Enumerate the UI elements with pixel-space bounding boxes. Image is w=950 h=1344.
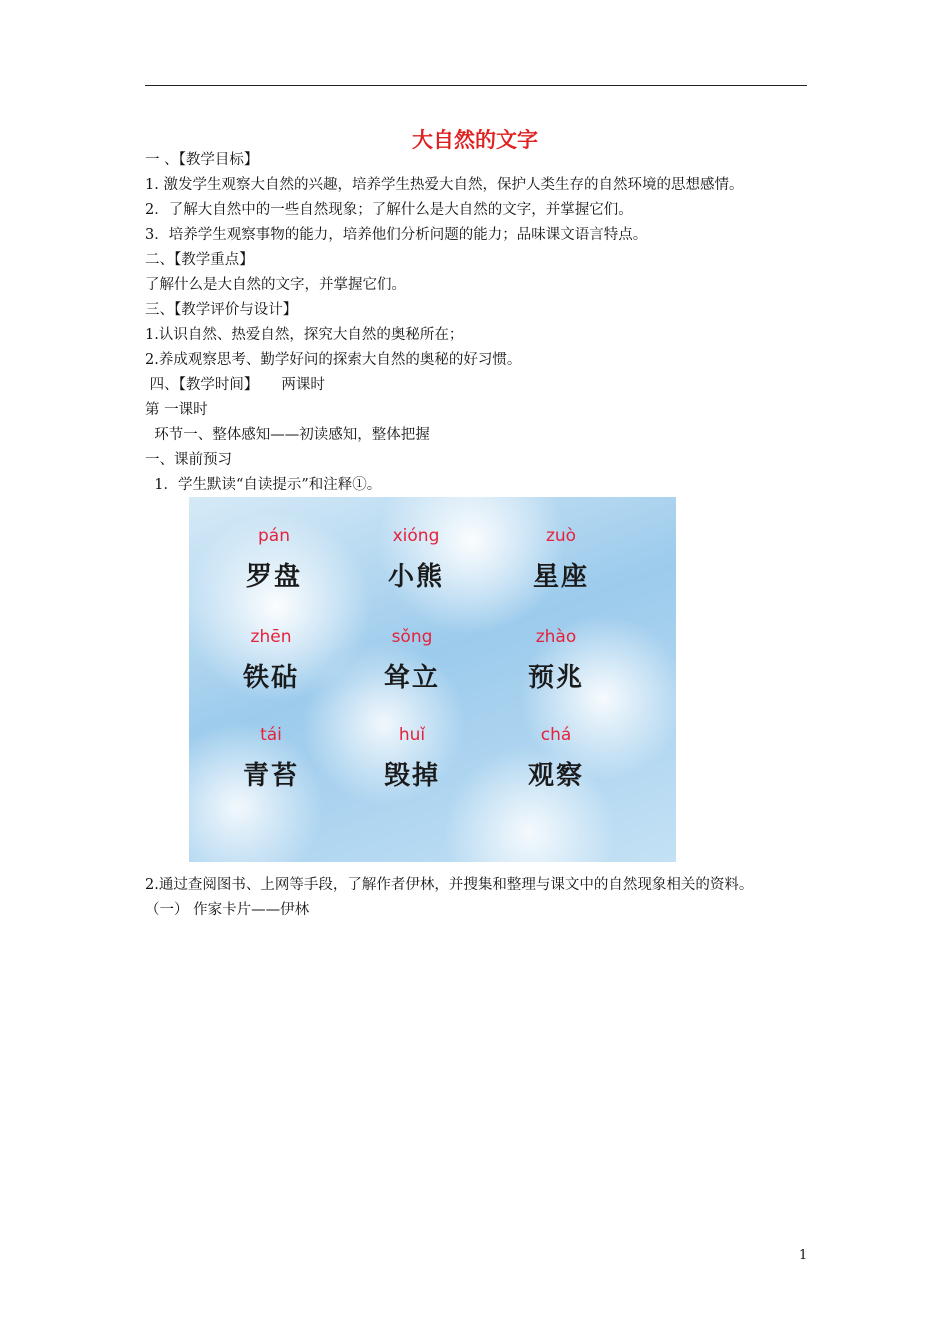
- vocab-word: 青苔: [242, 761, 299, 791]
- vocab-word: 星座: [532, 562, 589, 592]
- section-heading-focus: 二、【教学重点】: [145, 252, 254, 268]
- vocab-pinyin: tái: [260, 725, 282, 745]
- vocab-pinyin: zhào: [535, 627, 577, 647]
- vocab-word: 预兆: [527, 663, 584, 693]
- vocab-item: [342, 723, 482, 792]
- vocab-item: [346, 524, 486, 593]
- preview-heading: 一、课前预习: [145, 452, 232, 468]
- vocab-item: [204, 524, 344, 593]
- goal-item-2: 2．了解大自然中的一些自然现象；了解什么是大自然的文字，并掌握它们。: [145, 202, 633, 218]
- section-heading-time: 四、【教学时间】 两课时: [145, 377, 325, 393]
- vocab-item: [201, 723, 341, 792]
- vocab-item: [486, 625, 626, 694]
- goal-item-1: 1. 激发学生观察大自然的兴趣，培养学生热爱大自然，保护人类生存的自然环境的思想感情。: [145, 177, 744, 193]
- preview-item-1: 1．学生默读“自读提示”和注释①。: [145, 477, 382, 493]
- vocab-item: [342, 625, 482, 694]
- step-heading: 环节一、整体感知——初读感知，整体把握: [145, 427, 430, 443]
- vocab-item: [491, 524, 631, 593]
- vocab-pinyin: sǒng: [391, 627, 433, 647]
- author-card-heading: （一） 作家卡片——伊林: [145, 902, 310, 918]
- vocab-word: 耸立: [383, 663, 440, 693]
- focus-text: 了解什么是大自然的文字，并掌握它们。: [145, 277, 406, 293]
- evaluation-item-2: 2.养成观察思考、勤学好问的探索大自然的奥秘的好习惯。: [145, 352, 522, 368]
- vocab-word: 小熊: [387, 562, 444, 592]
- vocab-word: 观察: [527, 761, 584, 791]
- evaluation-item-1: 1.认识自然、热爱自然，探究大自然的奥秘所在；: [145, 327, 464, 343]
- preview-item-2: 2.通过查阅图书、上网等手段，了解作者伊林，并搜集和整理与课文中的自然现象相关的资料。: [145, 877, 754, 893]
- vocabulary-image: [189, 497, 676, 862]
- vocab-item: [486, 723, 626, 792]
- lesson-heading: 第 一课时: [145, 402, 208, 418]
- vocab-word: 毁掉: [383, 761, 440, 791]
- page-number: 1: [799, 1248, 808, 1263]
- vocab-pinyin: pán: [258, 526, 290, 546]
- vocab-item: [201, 625, 341, 694]
- vocab-pinyin: chá: [540, 725, 572, 745]
- vocab-word: 铁砧: [242, 663, 299, 693]
- section-heading-evaluation: 三、【教学评价与设计】: [145, 302, 298, 318]
- section-heading-goals: 一 、【教学目标】: [145, 152, 259, 168]
- header-rule: [145, 85, 807, 86]
- vocab-pinyin: zuò: [545, 526, 577, 546]
- vocab-pinyin: xióng: [392, 526, 440, 546]
- goal-item-3: 3．培养学生观察事物的能力，培养他们分析问题的能力；品味课文语言特点。: [145, 227, 648, 243]
- document-title: 大自然的文字: [412, 128, 538, 152]
- vocab-pinyin: zhēn: [250, 627, 292, 647]
- vocab-pinyin: huǐ: [398, 725, 426, 745]
- vocab-word: 罗盘: [245, 562, 302, 592]
